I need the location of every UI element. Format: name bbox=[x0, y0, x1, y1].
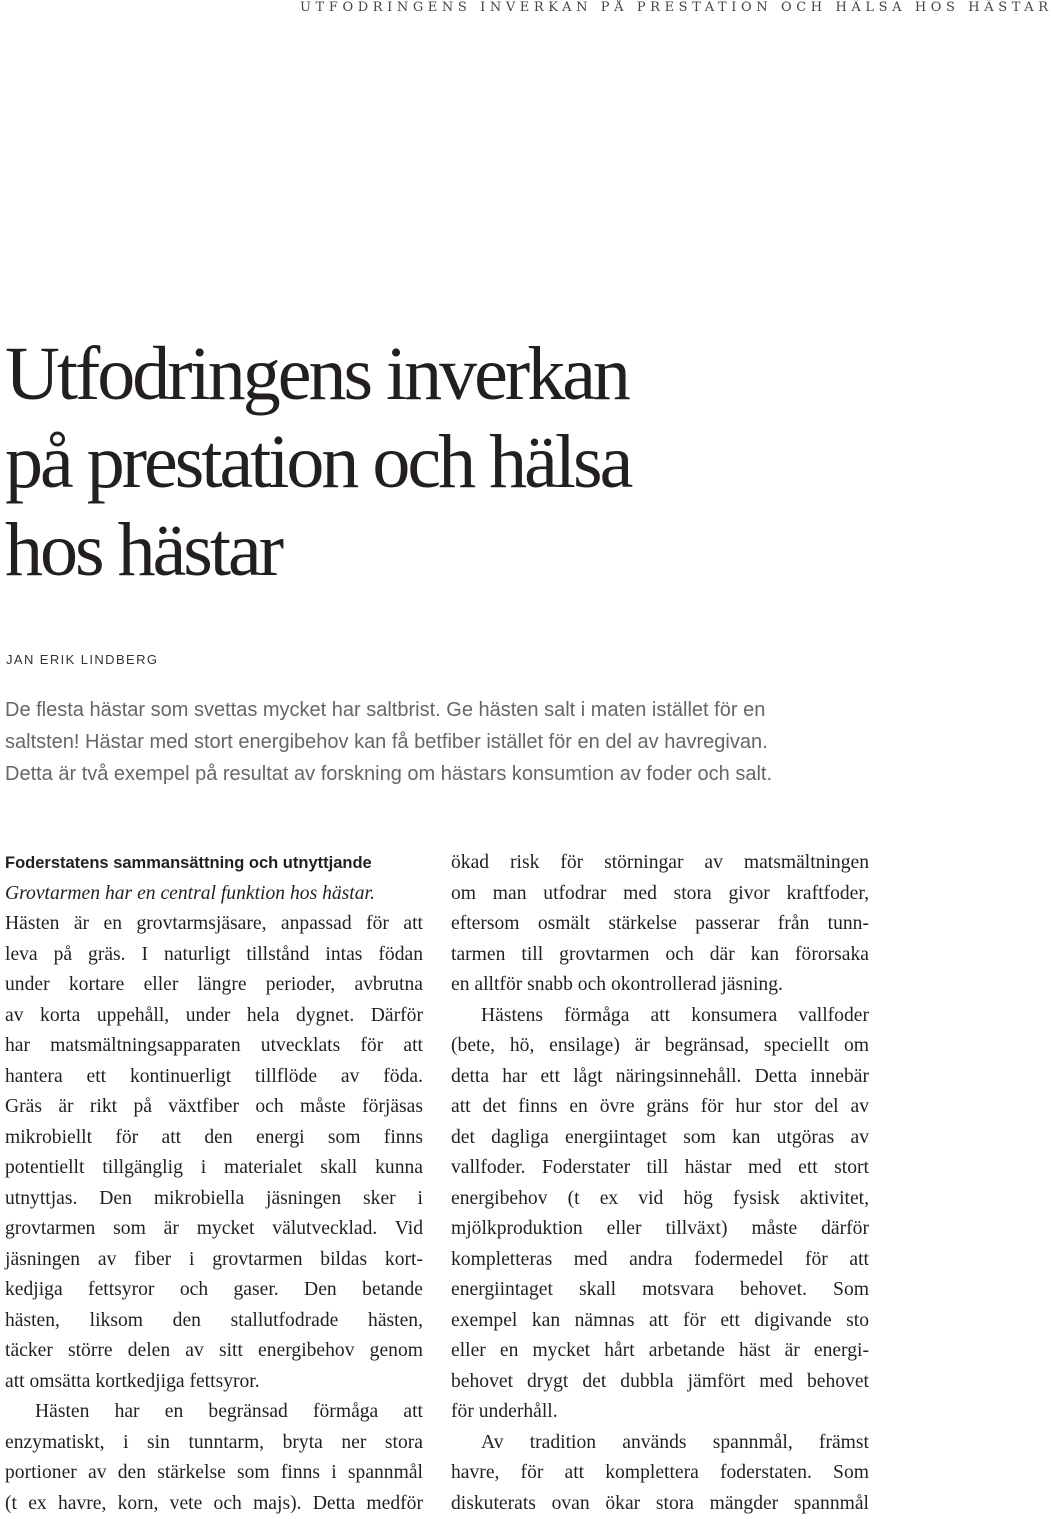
body-line: hästen, liksom den stallutfodrade hästen, bbox=[5, 1306, 423, 1337]
body-line: utnyttjas. Den mikrobiella jäsningen sker i bbox=[5, 1184, 423, 1215]
title-line: Utfodringens inverkan bbox=[5, 330, 905, 418]
body-line: har matsmältningsapparaten utvecklats för att bbox=[5, 1031, 423, 1062]
body-line: mikrobiellt för att den energi som finns bbox=[5, 1123, 423, 1154]
lead-line: saltsten! Hästar med stort energibehov kan få betfiber istället för en del av havregivan. bbox=[5, 726, 885, 758]
body-line: (t ex havre, korn, vete och majs). Detta medför bbox=[5, 1489, 423, 1519]
body-line: mjölkproduktion eller tillväxt) måste därför bbox=[451, 1214, 869, 1245]
body-line: Hästen är en grovtarmsjäsare, anpassad för att bbox=[5, 909, 423, 940]
body-line: om man utfodrar med stora givor kraftfoder, bbox=[451, 879, 869, 910]
body-line: av korta uppehåll, under hela dygnet. Därför bbox=[5, 1001, 423, 1032]
body-line: kedjiga fettsyror och gaser. Den betande bbox=[5, 1275, 423, 1306]
body-line: diskuterats ovan ökar stora mängder spannmål bbox=[451, 1489, 869, 1519]
body-line: Hästen har en begränsad förmåga att bbox=[5, 1397, 423, 1428]
body-line: energiintaget skall motsvara behovet. Som bbox=[451, 1275, 869, 1306]
body-line: Av tradition används spannmål, främst bbox=[451, 1428, 869, 1459]
body-line: en alltför snabb och okontrollerad jäsning. bbox=[451, 970, 869, 1001]
body-line: kompletteras med andra fodermedel för att bbox=[451, 1245, 869, 1276]
body-line: det dagliga energiintaget som kan utgöras av bbox=[451, 1123, 869, 1154]
lead-line: De flesta hästar som svettas mycket har saltbrist. Ge hästen salt i maten istället för en bbox=[5, 694, 885, 726]
body-line: ökad risk för störningar av matsmältningen bbox=[451, 848, 869, 879]
article-title bbox=[5, 330, 905, 594]
body-line: eller en mycket hårt arbetande häst är energi- bbox=[451, 1336, 869, 1367]
author-byline: JAN ERIK LINDBERG bbox=[6, 652, 158, 667]
body-line: Gräs är rikt på växtfiber och måste förjäsas bbox=[5, 1092, 423, 1123]
body-line: havre, för att komplettera foderstaten. Som bbox=[451, 1458, 869, 1489]
body-line: enzymatiskt, i sin tunntarm, bryta ner stora bbox=[5, 1428, 423, 1459]
body-line: leva på gräs. I naturligt tillstånd intas födan bbox=[5, 940, 423, 971]
body-line: täcker större delen av sitt energibehov genom bbox=[5, 1336, 423, 1367]
body-line: portioner av den stärkelse som finns i spannmål bbox=[5, 1458, 423, 1489]
section-heading: Foderstatens sammansättning och utnyttjande bbox=[5, 848, 423, 879]
body-column-left bbox=[5, 848, 423, 1519]
body-line: exempel kan nämnas att för ett digivande sto bbox=[451, 1306, 869, 1337]
body-line: under kortare eller längre perioder, avbrutna bbox=[5, 970, 423, 1001]
body-line: för underhåll. bbox=[451, 1397, 869, 1428]
body-line: potentiellt tillgänglig i materialet skall kunna bbox=[5, 1153, 423, 1184]
body-line: vallfoder. Foderstater till hästar med ett stort bbox=[451, 1153, 869, 1184]
body-line: hantera ett kontinuerligt tillflöde av föda. bbox=[5, 1062, 423, 1093]
body-column-right bbox=[451, 848, 869, 1519]
body-line: att det finns en övre gräns för hur stor del av bbox=[451, 1092, 869, 1123]
body-line: att omsätta kortkedjiga fettsyror. bbox=[5, 1367, 423, 1398]
body-line: tarmen till grovtarmen och där kan förorsaka bbox=[451, 940, 869, 971]
body-line: Grovtarmen har en central funktion hos hästar. bbox=[5, 879, 423, 910]
body-line: eftersom osmält stärkelse passerar från tunn- bbox=[451, 909, 869, 940]
title-line: på prestation och hälsa bbox=[5, 418, 905, 506]
body-line: energibehov (t ex vid hög fysisk aktivitet, bbox=[451, 1184, 869, 1215]
body-line: Hästens förmåga att konsumera vallfoder bbox=[451, 1001, 869, 1032]
lead-line: Detta är två exempel på resultat av forskning om hästars konsumtion av foder och salt. bbox=[5, 758, 885, 790]
title-line: hos hästar bbox=[5, 506, 905, 594]
body-line: detta har ett lågt näringsinnehåll. Detta innebär bbox=[451, 1062, 869, 1093]
running-head: UTFODRINGENS INVERKAN PÅ PRESTATION OCH HÄLSA HOS HÄSTAR bbox=[300, 0, 956, 15]
lead-paragraph bbox=[5, 694, 885, 790]
body-line: behovet drygt det dubbla jämfört med behovet bbox=[451, 1367, 869, 1398]
body-line: jäsningen av fiber i grovtarmen bildas kort- bbox=[5, 1245, 423, 1276]
body-line: grovtarmen som är mycket välutvecklad. Vid bbox=[5, 1214, 423, 1245]
body-line: (bete, hö, ensilage) är begränsad, speciellt om bbox=[451, 1031, 869, 1062]
